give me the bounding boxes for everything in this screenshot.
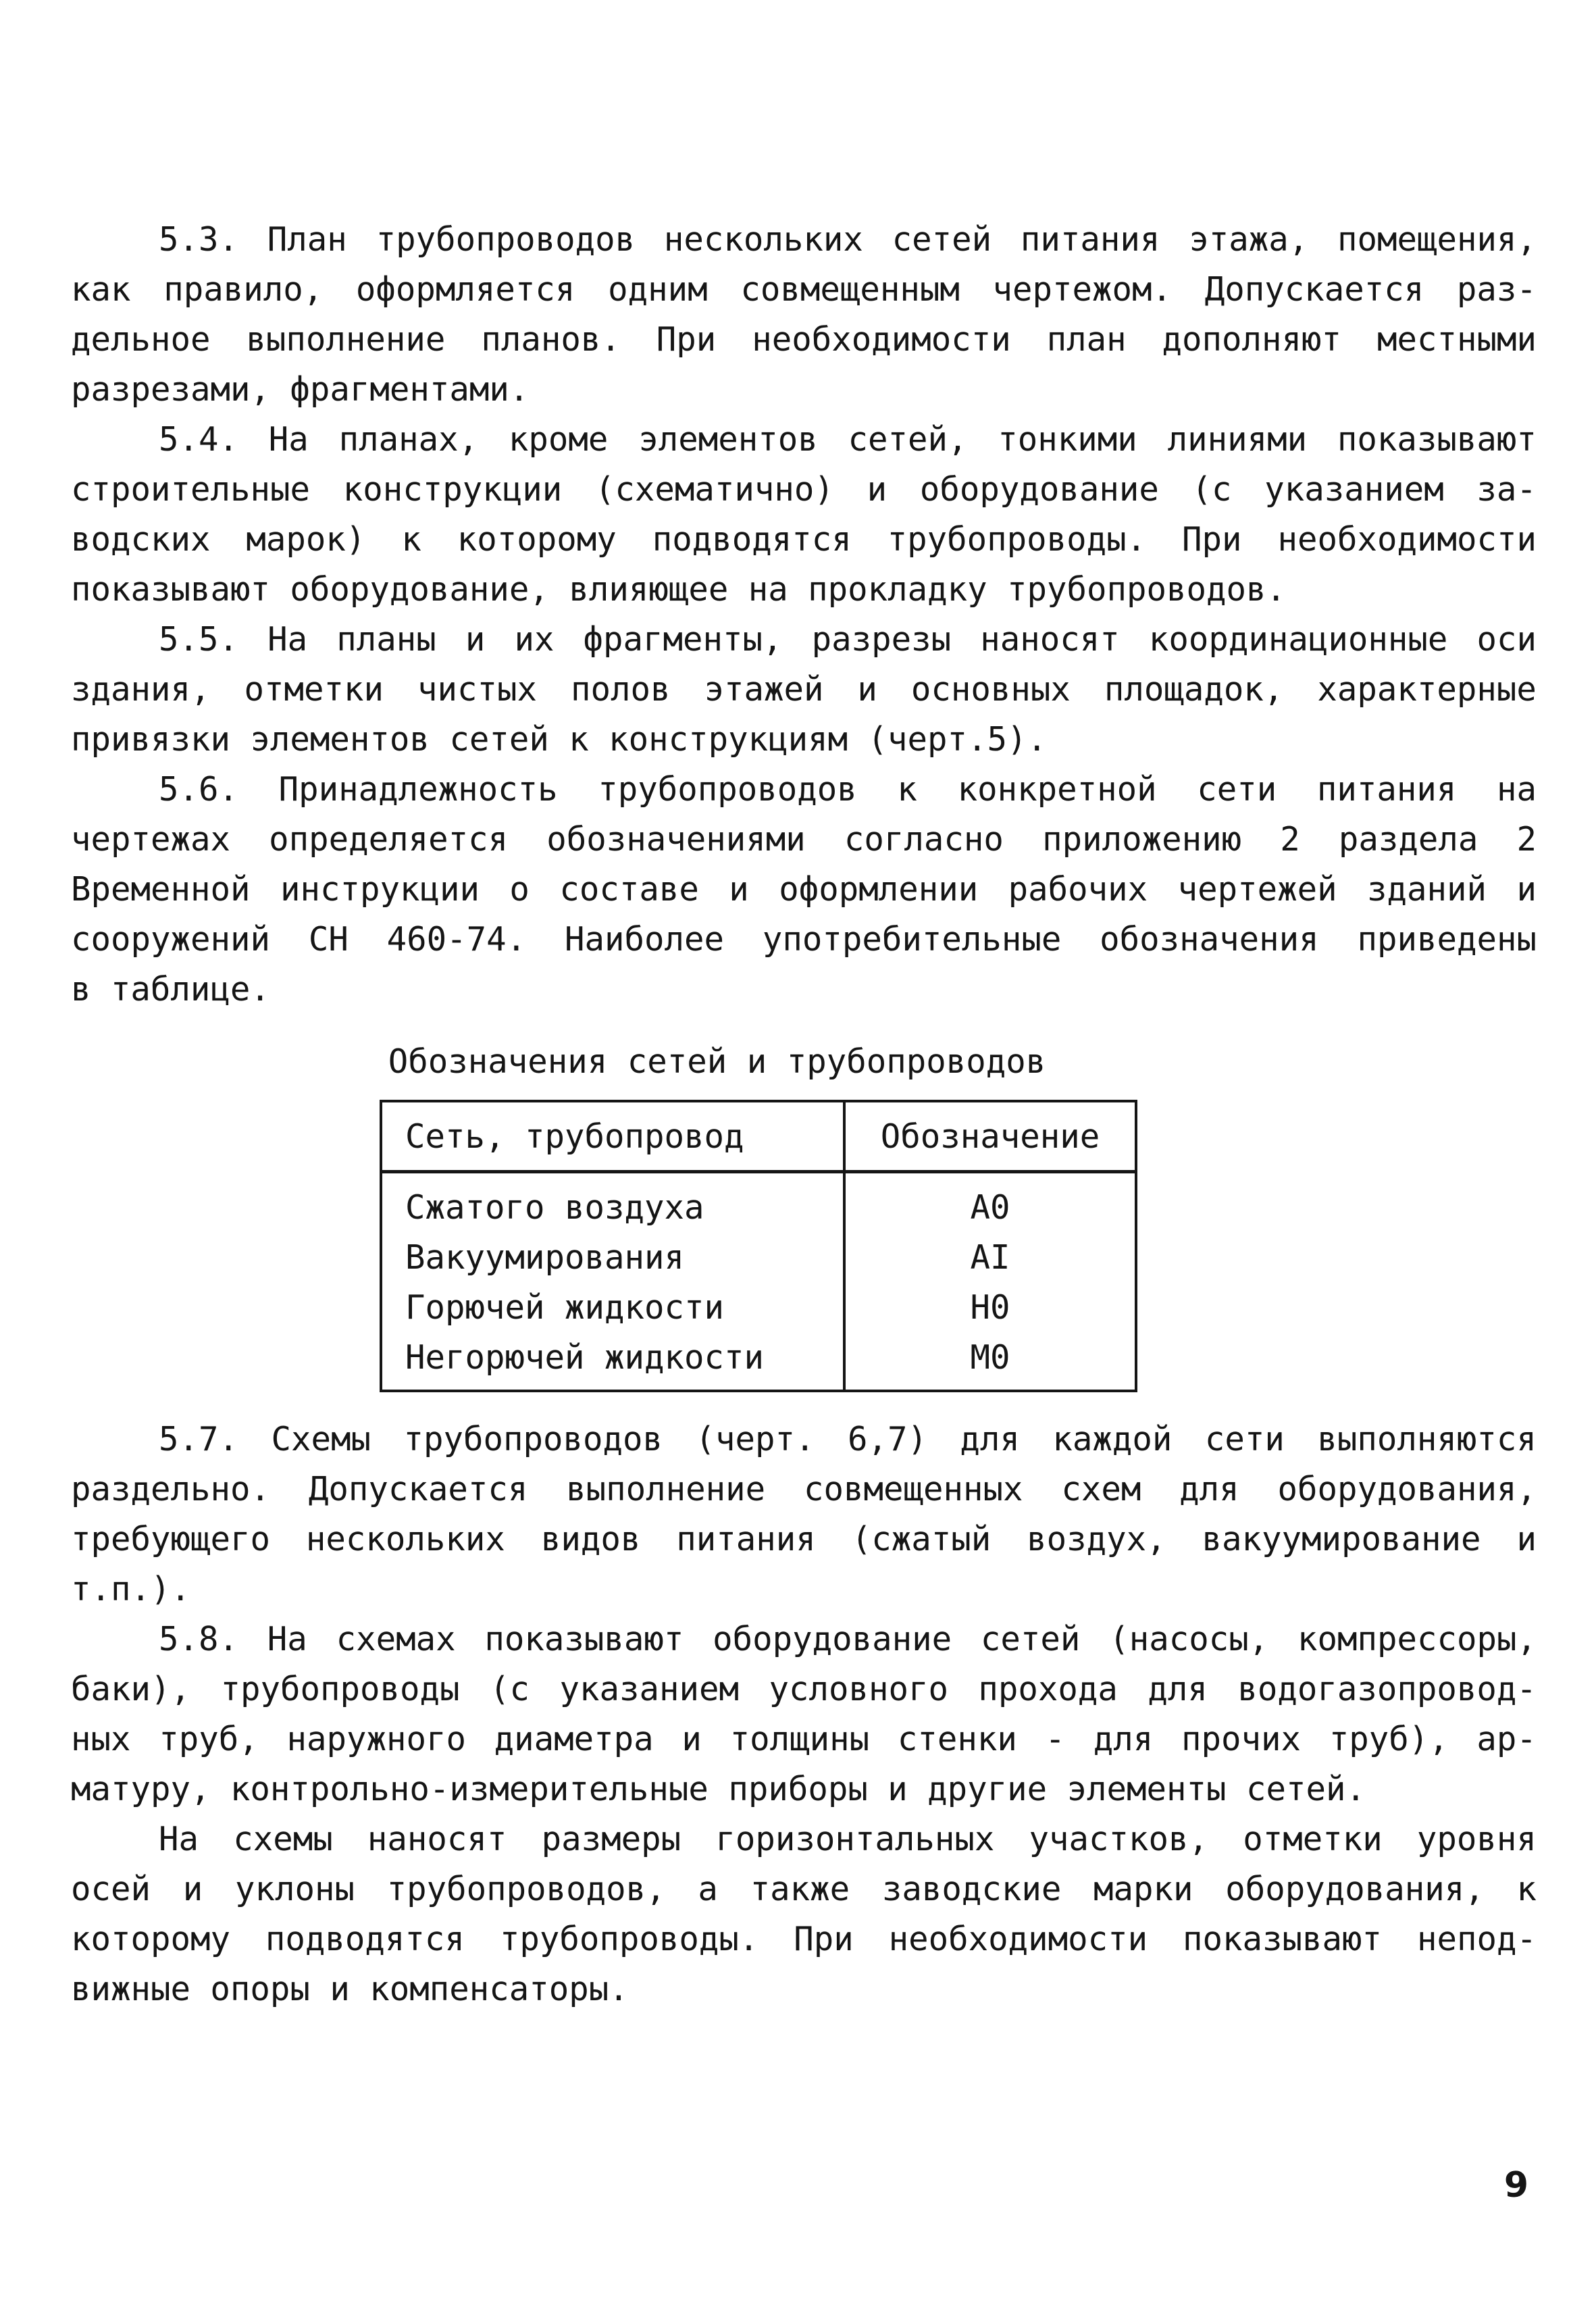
- paragraph-line: привязки элементов сетей к конструкциям (черт.5).: [71, 720, 1048, 759]
- networks-table: [380, 1100, 1137, 1392]
- paragraph-line: показывают оборудование, влияющее на прокладку трубопроводов.: [71, 570, 1287, 609]
- paragraph-line: дельное выполнение планов. При необходимости план дополняют местными: [71, 320, 1537, 359]
- table-cell-network: Вакуумирования: [381, 1233, 844, 1283]
- paragraph-line: чертежах определяется обозначениями согласно приложению 2 раздела 2: [71, 820, 1537, 859]
- table-row: [381, 1172, 1136, 1234]
- table-row: [381, 1333, 1136, 1391]
- paragraph-line: ных труб, наружного диаметра и толщины стенки - для прочих труб), ар-: [71, 1720, 1537, 1758]
- table-cell-code: АI: [844, 1233, 1136, 1283]
- paragraph-line: т.п.).: [71, 1570, 191, 1608]
- table-cell-code: А0: [844, 1172, 1136, 1234]
- paragraph-line: требующего нескольких видов питания (сжатый воздух, вакуумирование и: [71, 1520, 1537, 1558]
- table-cell-code: Н0: [844, 1283, 1136, 1333]
- table-cell-network: Сжатого воздуха: [381, 1172, 844, 1234]
- top-text-block: [71, 215, 1537, 1015]
- paragraph-line: строительные конструкции (схематично) и оборудование (с указанием за-: [71, 470, 1537, 509]
- paragraph-line: здания, отметки чистых полов этажей и основных площадок, характерные: [71, 670, 1537, 709]
- paragraph-line: 5.8. На схемах показывают оборудование сетей (насосы, компрессоры,: [159, 1620, 1537, 1658]
- paragraph-line: 5.7. Схемы трубопроводов (черт. 6,7) для каждой сети выполняются: [159, 1420, 1537, 1458]
- paragraph-line: осей и уклоны трубопроводов, а также заводские марки оборудования, к: [71, 1870, 1537, 1908]
- paragraph-line: водских марок) к которому подводятся трубопроводы. При необходимости: [71, 520, 1537, 559]
- table-header-code: Обозначение: [844, 1101, 1136, 1172]
- paragraph-line: в таблице.: [71, 970, 270, 1009]
- paragraph-line: раздельно. Допускается выполнение совмещенных схем для оборудования,: [71, 1470, 1537, 1508]
- paragraph-line: как правило, оформляется одним совмещенным чертежом. Допускается раз-: [71, 270, 1537, 309]
- table-header-row: [381, 1101, 1136, 1172]
- paragraph-line: На схемы наносят размеры горизонтальных участков, отметки уровня: [159, 1820, 1537, 1858]
- table-cell-code: М0: [844, 1333, 1136, 1391]
- table-row: [381, 1233, 1136, 1283]
- paragraph-line: Временной инструкции о составе и оформлении рабочих чертежей зданий и: [71, 870, 1537, 909]
- paragraph-line: 5.6. Принадлежность трубопроводов к конкретной сети питания на: [159, 770, 1537, 809]
- paragraph-line: 5.5. На планы и их фрагменты, разрезы наносят координационные оси: [159, 620, 1537, 659]
- paragraph-line: 5.3. План трубопроводов нескольких сетей питания этажа, помещения,: [159, 220, 1537, 259]
- paragraph-line: сооружений СН 460-74. Наиболее употребительные обозначения приведены: [71, 920, 1537, 959]
- paragraph-line: баки), трубопроводы (с указанием условного прохода для водогазопровод-: [71, 1670, 1537, 1708]
- table-header-network: Сеть, трубопровод: [381, 1101, 844, 1172]
- paragraph-line: 5.4. На планах, кроме элементов сетей, тонкими линиями показывают: [159, 420, 1537, 459]
- table-cell-network: Негорючей жидкости: [381, 1333, 844, 1391]
- page-number: 9: [1503, 2165, 1528, 2206]
- paragraph-line: вижные опоры и компенсаторы.: [71, 1970, 629, 2008]
- bottom-text-block: [71, 1415, 1537, 2014]
- paragraph-line: которому подводятся трубопроводы. При необходимости показывают непод-: [71, 1920, 1537, 1958]
- paragraph-line: разрезами, фрагментами.: [71, 370, 530, 409]
- table-cell-network: Горючей жидкости: [381, 1283, 844, 1333]
- table-caption: Обозначения сетей и трубопроводов: [388, 1042, 1046, 1081]
- table-row: [381, 1283, 1136, 1333]
- paragraph-line: матуру, контрольно-измерительные приборы и другие элементы сетей.: [71, 1770, 1366, 1808]
